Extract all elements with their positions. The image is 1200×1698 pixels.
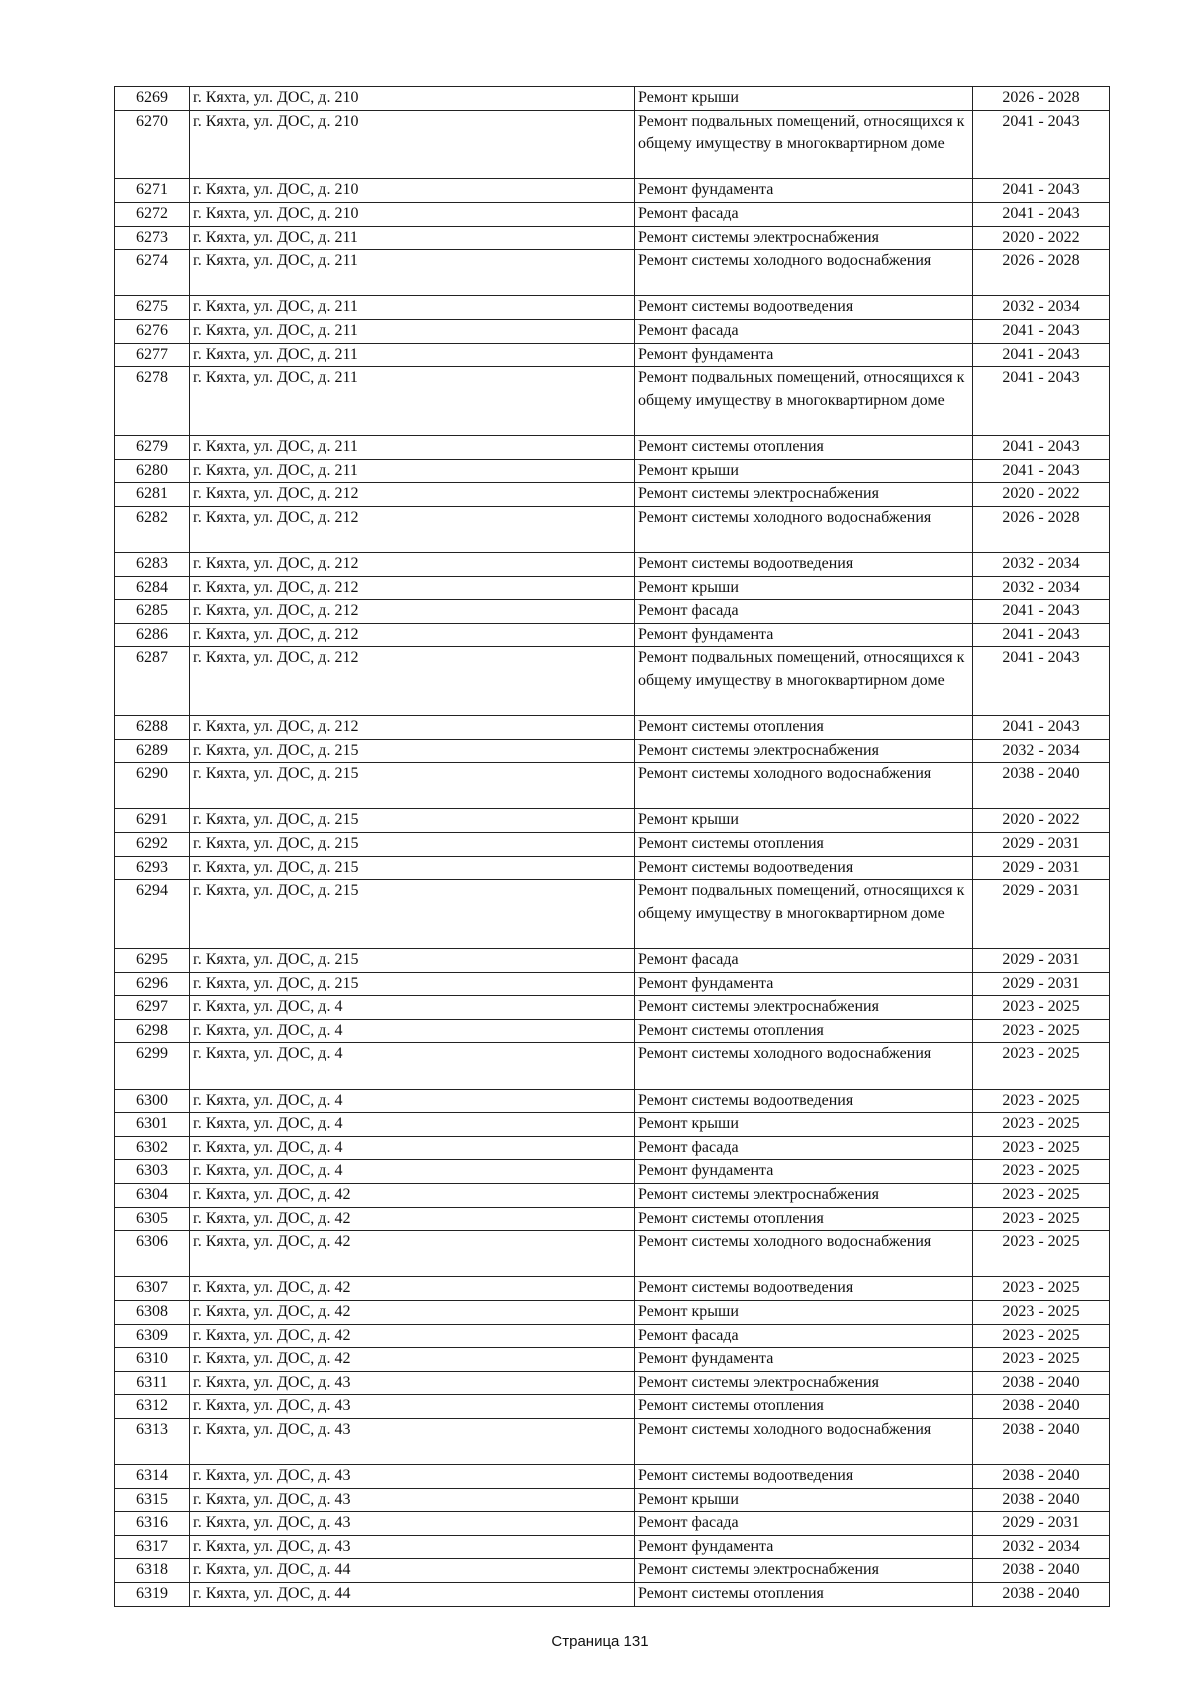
address-cell: г. Кяхта, ул. ДОС, д. 212	[190, 576, 635, 600]
period-cell: 2038 - 2040	[973, 1395, 1110, 1419]
row-number-cell: 6292	[115, 833, 190, 857]
address-cell: г. Кяхта, ул. ДОС, д. 210	[190, 179, 635, 203]
work-type-cell: Ремонт подвальных помещений, относящихся к общему имуществу в многоквартирном доме	[635, 880, 973, 949]
period-cell: 2041 - 2043	[973, 179, 1110, 203]
table-row	[115, 1113, 1110, 1137]
work-type-cell: Ремонт системы электроснабжения	[635, 1183, 973, 1207]
period-cell: 2032 - 2034	[973, 739, 1110, 763]
work-type-cell: Ремонт фундамента	[635, 972, 973, 996]
row-number-cell: 6277	[115, 343, 190, 367]
row-number-cell: 6300	[115, 1089, 190, 1113]
row-number-cell: 6284	[115, 576, 190, 600]
row-number-cell: 6313	[115, 1418, 190, 1464]
table-row	[115, 716, 1110, 740]
work-type-cell: Ремонт подвальных помещений, относящихся к общему имуществу в многоквартирном доме	[635, 110, 973, 179]
period-cell: 2032 - 2034	[973, 1535, 1110, 1559]
period-cell: 2023 - 2025	[973, 1348, 1110, 1372]
row-number-cell: 6274	[115, 250, 190, 296]
address-cell: г. Кяхта, ул. ДОС, д. 215	[190, 809, 635, 833]
address-cell: г. Кяхта, ул. ДОС, д. 4	[190, 1113, 635, 1137]
work-type-cell: Ремонт системы электроснабжения	[635, 739, 973, 763]
period-cell: 2023 - 2025	[973, 1113, 1110, 1137]
row-number-cell: 6319	[115, 1583, 190, 1607]
work-type-cell: Ремонт крыши	[635, 809, 973, 833]
table-row	[115, 1300, 1110, 1324]
period-cell: 2023 - 2025	[973, 1019, 1110, 1043]
work-type-cell: Ремонт подвальных помещений, относящихся к общему имуществу в многоквартирном доме	[635, 367, 973, 436]
work-type-cell: Ремонт системы холодного водоснабжения	[635, 763, 973, 809]
row-number-cell: 6275	[115, 296, 190, 320]
period-cell: 2038 - 2040	[973, 1488, 1110, 1512]
table-row	[115, 250, 1110, 296]
period-cell: 2041 - 2043	[973, 459, 1110, 483]
table-row	[115, 110, 1110, 179]
table-row	[115, 87, 1110, 111]
row-number-cell: 6308	[115, 1300, 190, 1324]
row-number-cell: 6285	[115, 600, 190, 624]
address-cell: г. Кяхта, ул. ДОС, д. 211	[190, 435, 635, 459]
table-row	[115, 1277, 1110, 1301]
work-type-cell: Ремонт фундамента	[635, 1160, 973, 1184]
period-cell: 2029 - 2031	[973, 972, 1110, 996]
table-row	[115, 1183, 1110, 1207]
work-type-cell: Ремонт системы электроснабжения	[635, 1371, 973, 1395]
work-type-cell: Ремонт фундамента	[635, 343, 973, 367]
table-row	[115, 1465, 1110, 1489]
repair-schedule-table	[114, 86, 1110, 1607]
address-cell: г. Кяхта, ул. ДОС, д. 43	[190, 1371, 635, 1395]
work-type-cell: Ремонт фундамента	[635, 1348, 973, 1372]
table-row	[115, 1231, 1110, 1277]
row-number-cell: 6278	[115, 367, 190, 436]
period-cell: 2041 - 2043	[973, 623, 1110, 647]
work-type-cell: Ремонт крыши	[635, 1113, 973, 1137]
work-type-cell: Ремонт системы отопления	[635, 716, 973, 740]
work-type-cell: Ремонт фундамента	[635, 179, 973, 203]
row-number-cell: 6310	[115, 1348, 190, 1372]
period-cell: 2020 - 2022	[973, 226, 1110, 250]
address-cell: г. Кяхта, ул. ДОС, д. 4	[190, 996, 635, 1020]
table-row	[115, 647, 1110, 716]
row-number-cell: 6305	[115, 1207, 190, 1231]
work-type-cell: Ремонт системы электроснабжения	[635, 996, 973, 1020]
row-number-cell: 6276	[115, 319, 190, 343]
address-cell: г. Кяхта, ул. ДОС, д. 43	[190, 1535, 635, 1559]
work-type-cell: Ремонт фасада	[635, 600, 973, 624]
period-cell: 2026 - 2028	[973, 87, 1110, 111]
address-cell: г. Кяхта, ул. ДОС, д. 212	[190, 600, 635, 624]
address-cell: г. Кяхта, ул. ДОС, д. 215	[190, 833, 635, 857]
address-cell: г. Кяхта, ул. ДОС, д. 43	[190, 1465, 635, 1489]
row-number-cell: 6297	[115, 996, 190, 1020]
period-cell: 2029 - 2031	[973, 1512, 1110, 1536]
table-row	[115, 763, 1110, 809]
work-type-cell: Ремонт фасада	[635, 949, 973, 973]
period-cell: 2041 - 2043	[973, 202, 1110, 226]
period-cell: 2023 - 2025	[973, 1136, 1110, 1160]
period-cell: 2032 - 2034	[973, 576, 1110, 600]
table-row	[115, 506, 1110, 552]
table-row	[115, 179, 1110, 203]
period-cell: 2023 - 2025	[973, 1183, 1110, 1207]
period-cell: 2038 - 2040	[973, 1465, 1110, 1489]
work-type-cell: Ремонт системы водоотведения	[635, 1089, 973, 1113]
address-cell: г. Кяхта, ул. ДОС, д. 42	[190, 1324, 635, 1348]
table-row	[115, 1559, 1110, 1583]
address-cell: г. Кяхта, ул. ДОС, д. 212	[190, 483, 635, 507]
address-cell: г. Кяхта, ул. ДОС, д. 215	[190, 949, 635, 973]
table-row	[115, 1395, 1110, 1419]
address-cell: г. Кяхта, ул. ДОС, д. 215	[190, 880, 635, 949]
table-row	[115, 1136, 1110, 1160]
table-row	[115, 202, 1110, 226]
address-cell: г. Кяхта, ул. ДОС, д. 212	[190, 552, 635, 576]
row-number-cell: 6272	[115, 202, 190, 226]
work-type-cell: Ремонт системы холодного водоснабжения	[635, 250, 973, 296]
period-cell: 2029 - 2031	[973, 949, 1110, 973]
period-cell: 2038 - 2040	[973, 763, 1110, 809]
address-cell: г. Кяхта, ул. ДОС, д. 42	[190, 1231, 635, 1277]
period-cell: 2029 - 2031	[973, 880, 1110, 949]
work-type-cell: Ремонт системы холодного водоснабжения	[635, 1231, 973, 1277]
row-number-cell: 6286	[115, 623, 190, 647]
row-number-cell: 6306	[115, 1231, 190, 1277]
table-row	[115, 459, 1110, 483]
work-type-cell: Ремонт крыши	[635, 87, 973, 111]
address-cell: г. Кяхта, ул. ДОС, д. 212	[190, 716, 635, 740]
row-number-cell: 6296	[115, 972, 190, 996]
row-number-cell: 6314	[115, 1465, 190, 1489]
work-type-cell: Ремонт крыши	[635, 1488, 973, 1512]
table-row	[115, 600, 1110, 624]
address-cell: г. Кяхта, ул. ДОС, д. 212	[190, 647, 635, 716]
table-body	[115, 87, 1110, 1607]
row-number-cell: 6294	[115, 880, 190, 949]
table-row	[115, 1019, 1110, 1043]
period-cell: 2038 - 2040	[973, 1583, 1110, 1607]
address-cell: г. Кяхта, ул. ДОС, д. 43	[190, 1395, 635, 1419]
period-cell: 2023 - 2025	[973, 1043, 1110, 1089]
row-number-cell: 6273	[115, 226, 190, 250]
period-cell: 2023 - 2025	[973, 1324, 1110, 1348]
work-type-cell: Ремонт системы водоотведения	[635, 552, 973, 576]
row-number-cell: 6270	[115, 110, 190, 179]
row-number-cell: 6302	[115, 1136, 190, 1160]
address-cell: г. Кяхта, ул. ДОС, д. 210	[190, 87, 635, 111]
work-type-cell: Ремонт фасада	[635, 1324, 973, 1348]
address-cell: г. Кяхта, ул. ДОС, д. 211	[190, 367, 635, 436]
work-type-cell: Ремонт системы холодного водоснабжения	[635, 1418, 973, 1464]
row-number-cell: 6279	[115, 435, 190, 459]
row-number-cell: 6311	[115, 1371, 190, 1395]
work-type-cell: Ремонт системы электроснабжения	[635, 1559, 973, 1583]
address-cell: г. Кяхта, ул. ДОС, д. 211	[190, 343, 635, 367]
table-row	[115, 483, 1110, 507]
table-row	[115, 1160, 1110, 1184]
period-cell: 2029 - 2031	[973, 833, 1110, 857]
table-row	[115, 1348, 1110, 1372]
table-row	[115, 367, 1110, 436]
row-number-cell: 6290	[115, 763, 190, 809]
page-number: Страница 131	[551, 1633, 649, 1650]
address-cell: г. Кяхта, ул. ДОС, д. 42	[190, 1207, 635, 1231]
address-cell: г. Кяхта, ул. ДОС, д. 215	[190, 739, 635, 763]
work-type-cell: Ремонт системы холодного водоснабжения	[635, 506, 973, 552]
period-cell: 2023 - 2025	[973, 1160, 1110, 1184]
table-row	[115, 949, 1110, 973]
row-number-cell: 6312	[115, 1395, 190, 1419]
table-row	[115, 1418, 1110, 1464]
row-number-cell: 6307	[115, 1277, 190, 1301]
row-number-cell: 6287	[115, 647, 190, 716]
table-row	[115, 623, 1110, 647]
period-cell: 2041 - 2043	[973, 319, 1110, 343]
period-cell: 2041 - 2043	[973, 343, 1110, 367]
table-row	[115, 996, 1110, 1020]
period-cell: 2026 - 2028	[973, 506, 1110, 552]
address-cell: г. Кяхта, ул. ДОС, д. 44	[190, 1559, 635, 1583]
row-number-cell: 6295	[115, 949, 190, 973]
period-cell: 2041 - 2043	[973, 435, 1110, 459]
table-row	[115, 1207, 1110, 1231]
row-number-cell: 6291	[115, 809, 190, 833]
period-cell: 2029 - 2031	[973, 856, 1110, 880]
address-cell: г. Кяхта, ул. ДОС, д. 215	[190, 972, 635, 996]
address-cell: г. Кяхта, ул. ДОС, д. 42	[190, 1183, 635, 1207]
period-cell: 2023 - 2025	[973, 1089, 1110, 1113]
row-number-cell: 6281	[115, 483, 190, 507]
work-type-cell: Ремонт фасада	[635, 202, 973, 226]
period-cell: 2020 - 2022	[973, 809, 1110, 833]
table-row	[115, 1324, 1110, 1348]
row-number-cell: 6318	[115, 1559, 190, 1583]
table-row	[115, 576, 1110, 600]
work-type-cell: Ремонт фундамента	[635, 1535, 973, 1559]
work-type-cell: Ремонт фундамента	[635, 623, 973, 647]
table-row	[115, 809, 1110, 833]
work-type-cell: Ремонт крыши	[635, 1300, 973, 1324]
table-row	[115, 972, 1110, 996]
row-number-cell: 6317	[115, 1535, 190, 1559]
work-type-cell: Ремонт системы водоотведения	[635, 296, 973, 320]
address-cell: г. Кяхта, ул. ДОС, д. 210	[190, 202, 635, 226]
work-type-cell: Ремонт фасада	[635, 1512, 973, 1536]
work-type-cell: Ремонт системы водоотведения	[635, 1277, 973, 1301]
row-number-cell: 6309	[115, 1324, 190, 1348]
work-type-cell: Ремонт крыши	[635, 576, 973, 600]
address-cell: г. Кяхта, ул. ДОС, д. 42	[190, 1348, 635, 1372]
address-cell: г. Кяхта, ул. ДОС, д. 4	[190, 1089, 635, 1113]
table-row	[115, 435, 1110, 459]
period-cell: 2023 - 2025	[973, 1207, 1110, 1231]
row-number-cell: 6303	[115, 1160, 190, 1184]
row-number-cell: 6280	[115, 459, 190, 483]
address-cell: г. Кяхта, ул. ДОС, д. 43	[190, 1418, 635, 1464]
table-row	[115, 343, 1110, 367]
period-cell: 2041 - 2043	[973, 367, 1110, 436]
row-number-cell: 6283	[115, 552, 190, 576]
table-row	[115, 1488, 1110, 1512]
table-row	[115, 1583, 1110, 1607]
row-number-cell: 6289	[115, 739, 190, 763]
address-cell: г. Кяхта, ул. ДОС, д. 215	[190, 763, 635, 809]
work-type-cell: Ремонт системы водоотведения	[635, 856, 973, 880]
row-number-cell: 6301	[115, 1113, 190, 1137]
work-type-cell: Ремонт фасада	[635, 319, 973, 343]
period-cell: 2041 - 2043	[973, 110, 1110, 179]
table-row	[115, 856, 1110, 880]
address-cell: г. Кяхта, ул. ДОС, д. 4	[190, 1136, 635, 1160]
work-type-cell: Ремонт системы отопления	[635, 1583, 973, 1607]
row-number-cell: 6316	[115, 1512, 190, 1536]
period-cell: 2020 - 2022	[973, 483, 1110, 507]
address-cell: г. Кяхта, ул. ДОС, д. 211	[190, 319, 635, 343]
table-row	[115, 319, 1110, 343]
address-cell: г. Кяхта, ул. ДОС, д. 4	[190, 1019, 635, 1043]
table-row	[115, 1535, 1110, 1559]
address-cell: г. Кяхта, ул. ДОС, д. 43	[190, 1512, 635, 1536]
table-row	[115, 1371, 1110, 1395]
table-row	[115, 552, 1110, 576]
table-row	[115, 1043, 1110, 1089]
period-cell: 2041 - 2043	[973, 600, 1110, 624]
table-row	[115, 296, 1110, 320]
table-row	[115, 739, 1110, 763]
period-cell: 2038 - 2040	[973, 1371, 1110, 1395]
address-cell: г. Кяхта, ул. ДОС, д. 212	[190, 623, 635, 647]
table-row	[115, 880, 1110, 949]
row-number-cell: 6269	[115, 87, 190, 111]
row-number-cell: 6298	[115, 1019, 190, 1043]
work-type-cell: Ремонт системы электроснабжения	[635, 226, 973, 250]
address-cell: г. Кяхта, ул. ДОС, д. 44	[190, 1583, 635, 1607]
address-cell: г. Кяхта, ул. ДОС, д. 42	[190, 1300, 635, 1324]
address-cell: г. Кяхта, ул. ДОС, д. 210	[190, 110, 635, 179]
row-number-cell: 6282	[115, 506, 190, 552]
period-cell: 2032 - 2034	[973, 296, 1110, 320]
period-cell: 2023 - 2025	[973, 1231, 1110, 1277]
work-type-cell: Ремонт системы отопления	[635, 833, 973, 857]
address-cell: г. Кяхта, ул. ДОС, д. 211	[190, 459, 635, 483]
period-cell: 2041 - 2043	[973, 716, 1110, 740]
row-number-cell: 6288	[115, 716, 190, 740]
table-row	[115, 833, 1110, 857]
address-cell: г. Кяхта, ул. ДОС, д. 211	[190, 226, 635, 250]
table-row	[115, 226, 1110, 250]
period-cell: 2023 - 2025	[973, 1300, 1110, 1324]
period-cell: 2041 - 2043	[973, 647, 1110, 716]
period-cell: 2038 - 2040	[973, 1418, 1110, 1464]
address-cell: г. Кяхта, ул. ДОС, д. 211	[190, 296, 635, 320]
work-type-cell: Ремонт системы отопления	[635, 1019, 973, 1043]
work-type-cell: Ремонт подвальных помещений, относящихся к общему имуществу в многоквартирном доме	[635, 647, 973, 716]
row-number-cell: 6271	[115, 179, 190, 203]
address-cell: г. Кяхта, ул. ДОС, д. 4	[190, 1160, 635, 1184]
table-row	[115, 1512, 1110, 1536]
work-type-cell: Ремонт системы отопления	[635, 1395, 973, 1419]
address-cell: г. Кяхта, ул. ДОС, д. 212	[190, 506, 635, 552]
row-number-cell: 6315	[115, 1488, 190, 1512]
row-number-cell: 6299	[115, 1043, 190, 1089]
period-cell: 2032 - 2034	[973, 552, 1110, 576]
address-cell: г. Кяхта, ул. ДОС, д. 43	[190, 1488, 635, 1512]
address-cell: г. Кяхта, ул. ДОС, д. 42	[190, 1277, 635, 1301]
work-type-cell: Ремонт системы отопления	[635, 435, 973, 459]
period-cell: 2023 - 2025	[973, 1277, 1110, 1301]
address-cell: г. Кяхта, ул. ДОС, д. 4	[190, 1043, 635, 1089]
work-type-cell: Ремонт системы холодного водоснабжения	[635, 1043, 973, 1089]
work-type-cell: Ремонт системы электроснабжения	[635, 483, 973, 507]
period-cell: 2038 - 2040	[973, 1559, 1110, 1583]
work-type-cell: Ремонт крыши	[635, 459, 973, 483]
row-number-cell: 6304	[115, 1183, 190, 1207]
table-row	[115, 1089, 1110, 1113]
row-number-cell: 6293	[115, 856, 190, 880]
address-cell: г. Кяхта, ул. ДОС, д. 215	[190, 856, 635, 880]
work-type-cell: Ремонт фасада	[635, 1136, 973, 1160]
period-cell: 2023 - 2025	[973, 996, 1110, 1020]
period-cell: 2026 - 2028	[973, 250, 1110, 296]
work-type-cell: Ремонт системы водоотведения	[635, 1465, 973, 1489]
work-type-cell: Ремонт системы отопления	[635, 1207, 973, 1231]
address-cell: г. Кяхта, ул. ДОС, д. 211	[190, 250, 635, 296]
